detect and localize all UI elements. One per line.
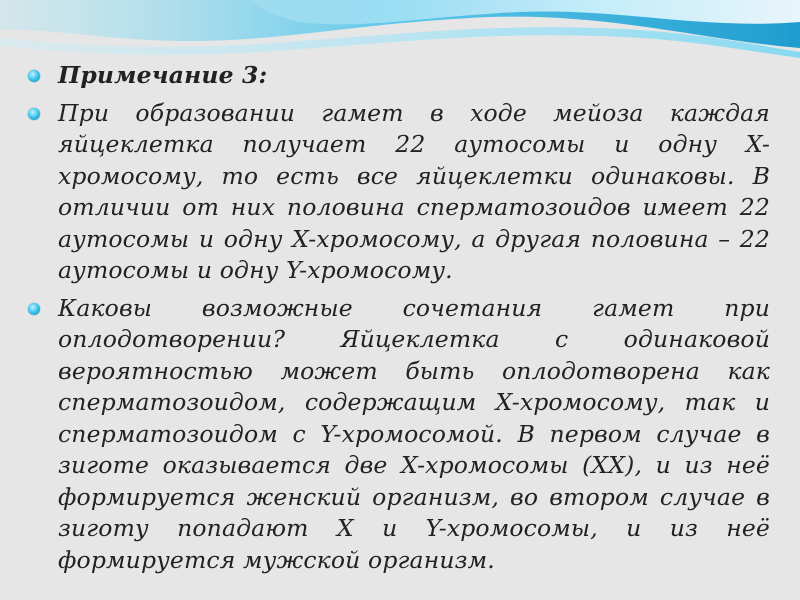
circle-bullet-icon (28, 303, 40, 315)
paragraph-fertilization (28, 293, 770, 577)
paragraph-gametes-text: При образовании гамет в ходе мейоза каждая яйцеклетка получает 22 аутосомы и одну X-хромосому, то есть все яйцеклетки одинаковы. В отличии от них половина сперматозоидов имеет 22 аутосомы и одну X-хромосому, а другая половина – 22 аутосомы и одну Y-хромосому. (58, 98, 770, 284)
paragraph-fertilization-text: Каковы возможные сочетания гамет при оплодотворении? Яйцеклетка с одинаковой вероятностью может быть оплодотворена как сперматозоидом, содержащим X-хромосому, так и сперматозоидом с Y-хромосомой. В первом случае в зиготе оказывается две X-хромосомы (XX), и из неё формируется женский организм, во втором случае в зиготу попадают X и Y-хромосомы, и из неё формируется мужской организм. (58, 293, 770, 574)
note-heading-text: Примечание 3: (58, 61, 268, 89)
note-heading (28, 60, 770, 92)
circle-bullet-icon (28, 108, 40, 120)
circle-bullet-icon (28, 70, 40, 82)
paragraph-gametes (28, 98, 770, 287)
slide-content (28, 60, 770, 582)
